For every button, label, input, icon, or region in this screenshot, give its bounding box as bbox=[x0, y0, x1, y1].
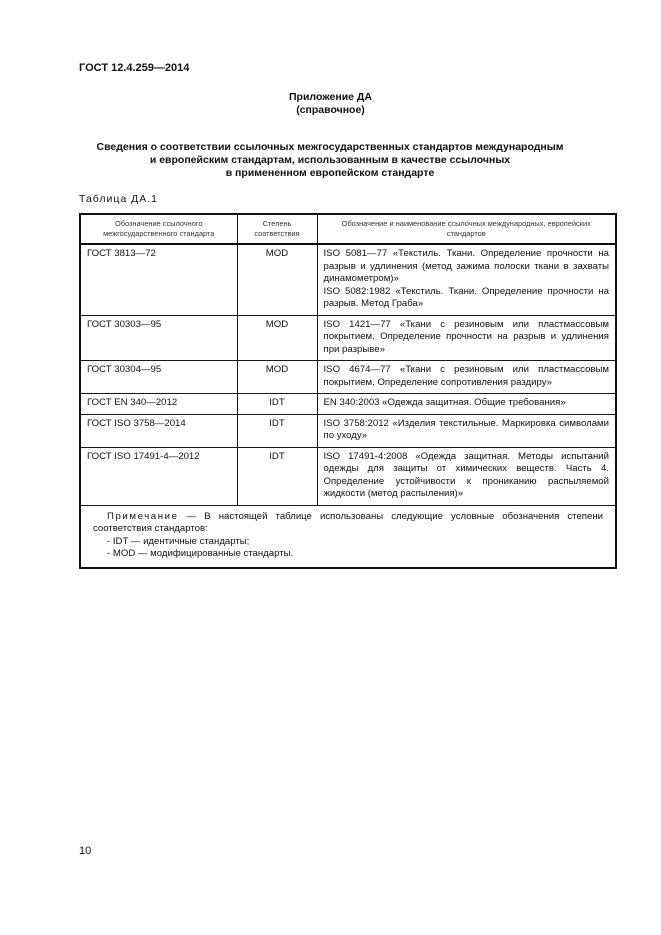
table-row bbox=[80, 244, 616, 315]
cell-standard: ГОСТ 30304—95 bbox=[80, 361, 237, 394]
table-row bbox=[80, 414, 616, 447]
table-note-row bbox=[80, 505, 616, 568]
table-row bbox=[80, 361, 616, 394]
cell-reference: EN 340:2003 «Одежда защитная. Общие требования» bbox=[317, 394, 616, 415]
cell-reference bbox=[317, 244, 616, 315]
correspondence-table bbox=[79, 213, 617, 569]
cell-degree: MOD bbox=[237, 244, 317, 315]
note-item: - IDT — идентичные стандарты; bbox=[107, 535, 250, 547]
table-row bbox=[80, 447, 616, 505]
reference-text: ISO 5081—77 «Текстиль. Ткани. Определение прочности на разрыв и удлинения (метод зажима полоски ткани в захваты динамометром)» bbox=[323, 248, 609, 284]
note-item: - MOD — модифицированные стандарты. bbox=[107, 548, 294, 559]
annex-title-line: и европейским стандартам, использованным в качестве ссылочных bbox=[149, 154, 511, 166]
annex-type: (справочное) bbox=[296, 104, 365, 116]
table-header-row bbox=[80, 214, 616, 244]
cell-degree: IDT bbox=[237, 447, 317, 505]
cell-reference: ISO 3758:2012 «Изделия текстильные. Маркировка символами по уходу» bbox=[317, 414, 616, 447]
table-row bbox=[80, 394, 616, 415]
annex-name: Приложение ДА bbox=[289, 91, 372, 103]
annex-title-line: Сведения о соответствии ссылочных межгосударственных стандартов международным bbox=[96, 141, 564, 153]
cell-degree: IDT bbox=[237, 414, 317, 447]
annex-heading bbox=[0, 91, 661, 117]
cell-degree: IDT bbox=[237, 394, 317, 415]
table-note bbox=[80, 505, 616, 568]
note-label: Примечание bbox=[107, 510, 179, 522]
cell-degree: MOD bbox=[237, 315, 317, 361]
cell-standard: ГОСТ ISO 3758—2014 bbox=[80, 414, 237, 447]
column-header-degree: Степень соответствия bbox=[237, 214, 317, 244]
table-caption: Таблица ДА.1 bbox=[79, 193, 158, 205]
annex-title bbox=[60, 141, 600, 180]
cell-reference: ISO 4674—77 «Ткани с резиновым или пластмассовым покрытием. Определение сопротивления раздиру» bbox=[317, 361, 616, 394]
cell-reference: ISO 17491-4:2008 «Одежда защитная. Методы испытаний одежды для защиты от химических веществ. Часть 4. Определение устойчивости к прониканию распыляемой жидкости (метод распыления)» bbox=[317, 447, 616, 505]
cell-standard: ГОСТ EN 340—2012 bbox=[80, 394, 237, 415]
cell-standard: ГОСТ ISO 17491-4—2012 bbox=[80, 447, 237, 505]
column-header-reference: Обозначение и наименование ссылочных международных, европейских стандартов bbox=[317, 214, 616, 244]
table-row bbox=[80, 315, 616, 361]
annex-title-line: в примененном европейском стандарте bbox=[225, 167, 435, 179]
cell-standard: ГОСТ 30303—95 bbox=[80, 315, 237, 361]
cell-degree: MOD bbox=[237, 361, 317, 394]
column-header-standard: Обозначение ссылочного межгосударственного стандарта bbox=[80, 214, 237, 244]
document-code: ГОСТ 12.4.259—2014 bbox=[79, 62, 190, 74]
cell-reference: ISO 1421—77 «Ткани с резиновым или пластмассовым покрытием. Определение прочности на разрыв и удлинения при разрыве» bbox=[317, 315, 616, 361]
reference-text: ISO 5082:1982 «Текстиль. Ткани. Определение прочности на разрыв. Метод Граба» bbox=[323, 285, 609, 309]
page-number: 10 bbox=[79, 845, 92, 857]
note-text: — В настоящей таблице использованы следующие условные обозначения степени соответствия стандартов: bbox=[93, 510, 603, 534]
cell-standard: ГОСТ 3813—72 bbox=[80, 244, 237, 315]
